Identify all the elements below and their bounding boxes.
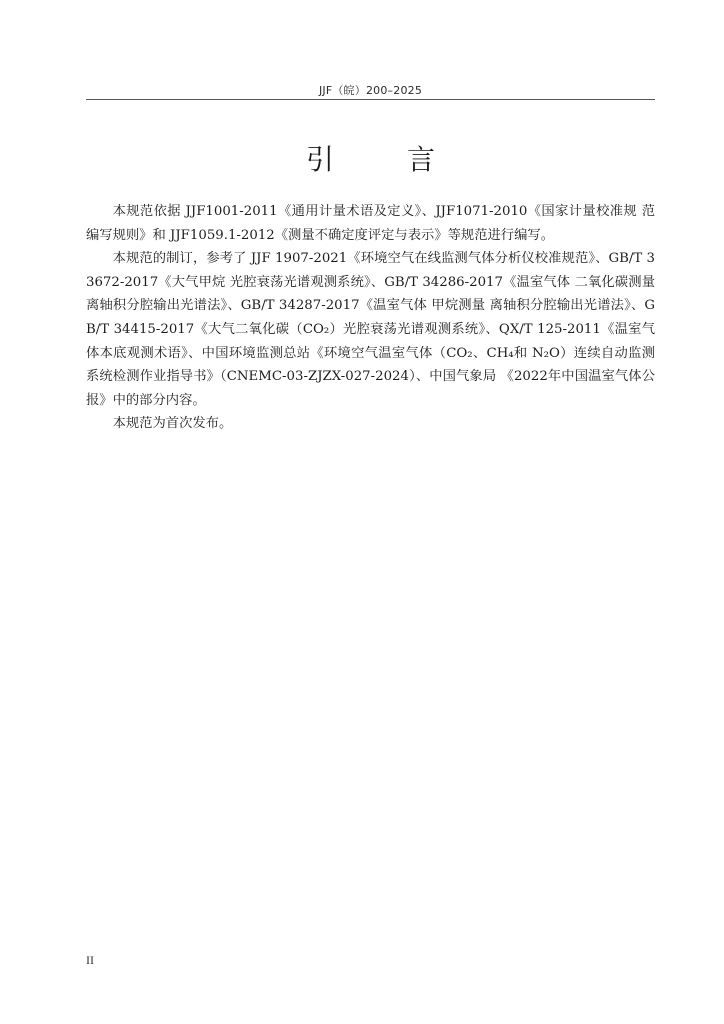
body-text [86,200,655,436]
paragraph-basis: 本规范依据 JJF1001-2011《通用计量术语及定义》、JJF1071-2010《国家计量校准规 范编写规则》和 JJF1059.1-2012《测量不确定度评定与表示》等规范进行编写。 [86,204,655,243]
paragraph-first-release: 本规范为首次发布。 [112,416,233,432]
document-header: JJF（皖）200–2025 [318,84,423,97]
header-divider [86,99,655,100]
page-number: II [86,953,94,967]
page-title: 引 言 [306,143,467,176]
paragraph-references: 本规范的制订，参考了 JJF 1907-2021《环境空气在线监测气体分析仪校准规范》、GB/T 33672-2017《大气甲烷 光腔衰荡光谱观测系统》、GB/T 34286-2017《温室气体 二氧化碳测量 离轴积分腔输出光谱法》、GB/T 34287-2017《温室气体 甲烷测量 离轴积分腔输出光谱法》、GB/T 34415-2017《大气二氧化碳（CO₂）光腔衰荡光谱观测系统》、QX/T 125-2011《温室气体本底观测术语》、中国环境监测总站《环境空气温室气体（CO₂、CH₄和 N₂O）连续自动监测系统检测作业指导书》（CNEMC-03-ZJZX-027-2024）、中国气象局 《2022年中国温室气体公报》中的部分内容。 [86,251,655,408]
